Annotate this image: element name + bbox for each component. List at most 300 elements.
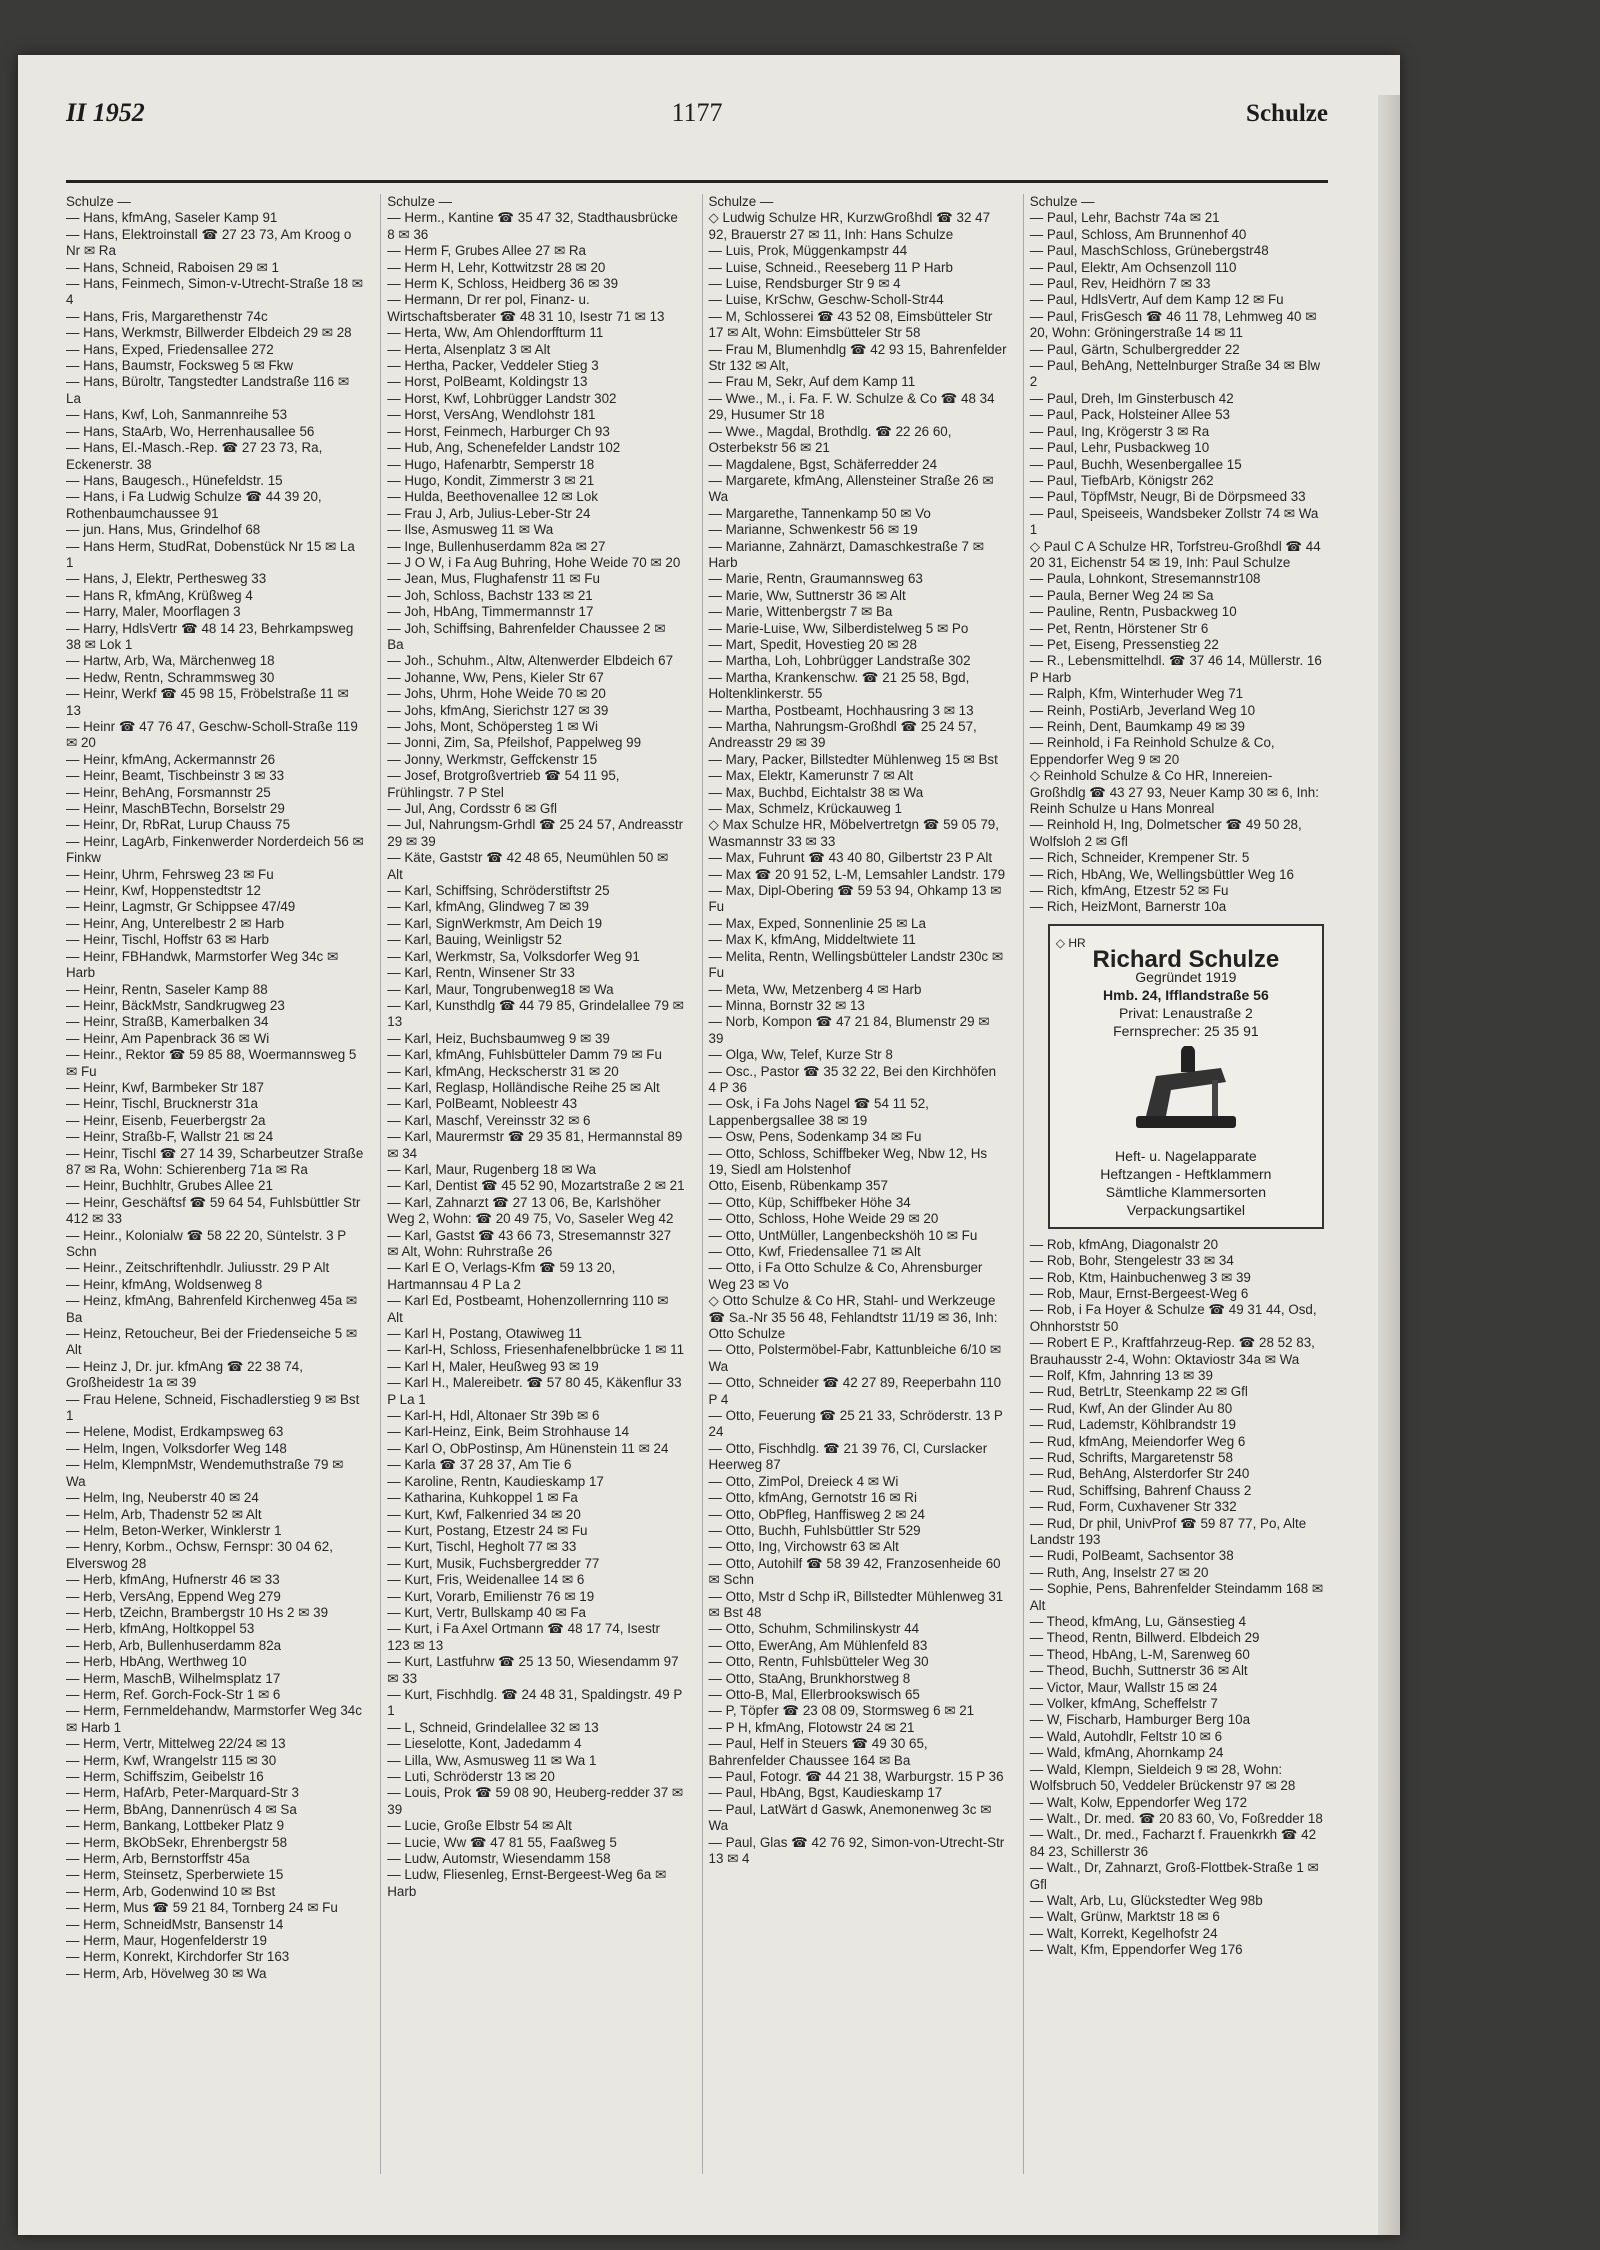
directory-entry: — Victor, Maur, Wallstr 15 ✉ 24 [1029, 1679, 1218, 1695]
directory-entry: — J O W, i Fa Aug Buhring, Hohe Weide 70 ✉ 20 [387, 554, 681, 570]
directory-entry: — Paul, Pack, Holsteiner Allee 53 [1029, 407, 1230, 423]
directory-entry: — Joh., Schuhm., Altw, Altenwerder Elbdeich 67 [387, 653, 674, 669]
directory-entry: — Karl, Maur, Tongrubenweg18 ✉ Wa [387, 981, 614, 997]
directory-entry: — Paul, Elektr, Am Ochsenzoll 110 [1029, 259, 1237, 275]
directory-entry: — Karl, Dentist ☎ 45 52 90, Mozartstraße 2 ✉ 21 [387, 1178, 685, 1194]
directory-entry: — Herm, Ref. Gorch-Fock-Str 1 ✉ 6 [66, 1686, 281, 1702]
directory-entry: — Reinhold H, Ing, Dolmetscher ☎ 49 50 28, Wolfsloh 2 ✉ Gfl [1029, 817, 1302, 849]
directory-entry: — Theod, Rentn, Billwerd. Elbdeich 29 [1029, 1630, 1260, 1646]
directory-entry: — Herta, Alsenplatz 3 ✉ Alt [387, 341, 551, 357]
directory-entry: — Hedw, Rentn, Schrammsweg 30 [66, 669, 275, 685]
directory-entry: — Karl, kfmAng, Heckscherstr 31 ✉ 20 [387, 1063, 619, 1079]
directory-entry: — Paul, HdlsVertr, Auf dem Kamp 12 ✉ Fu [1029, 292, 1284, 308]
advertisement-richard-schulze [1048, 924, 1324, 1229]
directory-entry: — Hans, i Fa Ludwig Schulze ☎ 44 39 20, Rothenbaumchaussee 91 [66, 489, 322, 521]
directory-entry: — Otto, kfmAng, Gernotstr 16 ✉ Ri [708, 1490, 917, 1506]
directory-entry: — Theod, HbAng, L-M, Sarenweg 60 [1029, 1646, 1250, 1662]
directory-entry: — Rob, Maur, Ernst-Bergeest-Weg 6 [1029, 1285, 1249, 1301]
directory-entry: — Paul, Gärtn, Schulbergredder 22 [1029, 341, 1240, 357]
directory-entry: — Paul, TiefbArb, Königstr 262 [1029, 472, 1214, 488]
directory-entry: — Heinr, Tischl, Brucknerstr 31a [66, 1096, 258, 1112]
directory-entry: — Herta, Ww, Am Ohlendorffturm 11 [387, 325, 604, 341]
directory-entry: — Walt, Kfm, Eppendorfer Weg 176 [1029, 1942, 1243, 1958]
directory-entry: — Lucie, Ww ☎ 47 81 55, Faaßweg 5 [387, 1834, 617, 1850]
directory-entry: — Helm, Beton-Werker, Winklerstr 1 [66, 1522, 282, 1538]
directory-entry: — R., Lebensmittelhdl. ☎ 37 46 14, Müllerstr. 16 P Harb [1029, 653, 1322, 685]
directory-entry: — Kurt, Fischhdlg. ☎ 24 48 31, Spaldingstr. 49 P 1 [387, 1686, 683, 1719]
directory-entry: — Lilla, Ww, Asmusweg 11 ✉ Wa 1 [387, 1752, 597, 1768]
directory-entry: — Rob, kfmAng, Diagonalstr 20 [1029, 1236, 1219, 1252]
directory-entry: — Heinr., Zeitschriftenhdlr. Juliusstr. 29 P Alt [66, 1260, 330, 1276]
directory-entry: — Herm, Arb, Godenwind 10 ✉ Bst [66, 1883, 276, 1899]
directory-entry: — Hub, Ang, Schenefelder Landstr 102 [387, 440, 621, 456]
directory-entry: — Heinr, Tischl, Hoffstr 63 ✉ Harb [66, 932, 269, 948]
directory-entry: — Theod, Buchh, Suttnerstr 36 ✉ Alt [1029, 1663, 1248, 1679]
directory-entry: — Rud, kfmAng, Meiendorfer Weg 6 [1029, 1433, 1246, 1449]
directory-entry: — Hans, Elektroinstall ☎ 27 23 73, Am Kroog o Nr ✉ Ra [66, 226, 352, 259]
directory-entry: — Otto-B, Mal, Ellerbrookswisch 65 [708, 1686, 920, 1702]
directory-entry: — Hans, J, Elektr, Perthesweg 33 [66, 571, 267, 587]
directory-entry: — Rob, Ktm, Hainbuchenweg 3 ✉ 39 [1029, 1269, 1251, 1285]
directory-entry: — Herm, BbAng, Dannenrüsch 4 ✉ Sa [66, 1801, 297, 1817]
directory-entry: — Karl, Heiz, Buchsbaumweg 9 ✉ 39 [387, 1030, 610, 1046]
directory-entry: — Frau M, Sekr, Auf dem Kamp 11 [708, 374, 916, 390]
directory-entry: ◇ Reinhold Schulze & Co HR, Innereien-Großhdlg ☎ 43 27 93, Neuer Kamp 30 ✉ 6, Inh: Reinh Schulze u Hans Monreal [1029, 768, 1319, 817]
directory-entry: — Heinr, Kwf, Hoppenstedtstr 12 [66, 883, 262, 899]
directory-entry: — Hans, Feinmech, Simon-v-Utrecht-Straße 18 ✉ 4 [66, 276, 363, 308]
directory-entry: — Heinr, kfmAng, Ackermannstr 26 [66, 751, 276, 767]
directory-entry: — Rud, Dr phil, UnivProf ☎ 59 87 77, Po, Alte Landstr 193 [1029, 1515, 1307, 1547]
directory-entry: — Helm, Arb, Thadenstr 52 ✉ Alt [66, 1506, 262, 1522]
directory-entry: — Herm, Arb, Bernstorffstr 45a [66, 1851, 250, 1867]
directory-entry: — Herb, kfmAng, Holtkoppel 53 [66, 1621, 255, 1637]
directory-entry: — Harry, Maler, Moorflagen 3 [66, 604, 241, 620]
directory-entry: — Rud, Schrifts, Margaretenstr 58 [1029, 1449, 1233, 1465]
directory-entry: — Herm, MaschB, Wilhelmsplatz 17 [66, 1670, 281, 1686]
directory-entry: — Otto, StaAng, Brunkhorstweg 8 [708, 1670, 911, 1686]
column-3 [702, 194, 1007, 2174]
directory-entry: — Rich, kfmAng, Etzestr 52 ✉ Fu [1029, 883, 1229, 899]
ad-address: Hmb. 24, Ifflandstraße 56 [1103, 987, 1269, 1004]
directory-entry: — Sophie, Pens, Bahrenfelder Steindamm 168 ✉ Alt [1029, 1581, 1324, 1613]
directory-entry: — Heinr, Am Papenbrack 36 ✉ Wi [66, 1030, 270, 1046]
directory-entry: — Herm, SchneidMstr, Bansenstr 14 [66, 1916, 284, 1932]
directory-entry: — Hans, Fris, Margarethenstr 74c [66, 308, 268, 324]
directory-entry: — Heinr, Ang, Unterelbestr 2 ✉ Harb [66, 915, 285, 931]
directory-entry: — Walt, Kolw, Eppendorfer Weg 172 [1029, 1794, 1248, 1810]
directory-entry: — Herm, Arb, Hövelweg 30 ✉ Wa [66, 1965, 267, 1981]
directory-entry: — Herm, Mus ☎ 59 21 84, Tornberg 24 ✉ Fu [66, 1900, 338, 1916]
directory-entry: — Herm, BkObSekr, Ehrenbergstr 58 [66, 1834, 288, 1850]
directory-entry: — Hans, Baumstr, Focksweg 5 ✉ Fkw [66, 358, 294, 374]
directory-entry: — Karl, Rentn, Winsener Str 33 [387, 965, 575, 981]
directory-entry: — Walt, Arb, Lu, Glückstedter Weg 98b [1029, 1892, 1263, 1908]
ad-product-1: Heft- u. Nagelapparate [1115, 1147, 1257, 1164]
directory-entry: — Heinr, Werkf ☎ 45 98 15, Fröbelstraße 11 ✉ 13 [66, 686, 349, 718]
directory-entry: — Rich, HbAng, We, Wellingsbüttler Weg 16 [1029, 866, 1294, 882]
directory-entry: — Karl H., Malereibetr. ☎ 57 80 45, Käkenflur 33 P La 1 [387, 1375, 682, 1407]
directory-entry: — Herb, VersAng, Eppend Weg 279 [66, 1588, 281, 1604]
directory-entry: — Joh, Schiffsing, Bahrenfelder Chaussee 2 ✉ Ba [387, 620, 666, 652]
directory-entry: — Hans, Schneid, Raboisen 29 ✉ 1 [66, 259, 279, 275]
directory-entry: — P, Töpfer ☎ 23 08 09, Stormsweg 6 ✉ 21 [708, 1703, 975, 1719]
page-header [66, 90, 1328, 140]
directory-entry: — Karl-H, Hdl, Altonaer Str 39b ✉ 6 [387, 1408, 600, 1424]
directory-entry: — Rich, HeizMont, Barnerstr 10a [1029, 899, 1227, 915]
directory-entry: Schulze — [387, 194, 452, 209]
directory-entry: — Karl O, ObPostinsp, Am Hünenstein 11 ✉ 24 [387, 1440, 669, 1456]
directory-entry: — Herm, Bankang, Lottbeker Platz 9 [66, 1818, 285, 1834]
directory-entry: — Heinr ☎ 47 76 47, Geschw-Scholl-Straße 119 ✉ 20 [66, 719, 358, 751]
directory-entry: — Paul, FrisGesch ☎ 46 11 78, Lehmweg 40 ✉ 20, Wohn: Gröningerstraße 14 ✉ 11 [1029, 308, 1317, 341]
directory-entry: — Luise, Schneid., Reeseberg 11 P Harb [708, 259, 953, 275]
directory-entry: — Herm, Fernmeldehandw, Marmstorfer Weg 34c ✉ Harb 1 [66, 1703, 362, 1735]
directory-entry: — Olga, Ww, Telef, Kurze Str 8 [708, 1047, 893, 1063]
directory-entry: — Otto, Autohilf ☎ 58 39 42, Franzosenheide 60 ✉ Schn [708, 1555, 1001, 1588]
directory-entry: — Kurt, Tischl, Hegholt 77 ✉ 33 [387, 1539, 577, 1555]
directory-entry: — Max, Dipl-Obering ☎ 59 53 94, Ohkamp 13 ✉ Fu [708, 883, 1002, 915]
directory-entry: — Hans Herm, StudRat, Dobenstück Nr 15 ✉ La 1 [66, 538, 355, 570]
directory-entry: — Horst, Feinmech, Harburger Ch 93 [387, 423, 610, 439]
directory-entry: — Max ☎ 20 91 52, L-M, Lemsahler Landstr. 179 [708, 866, 1006, 882]
directory-entry: — Karl, Maurermstr ☎ 29 35 81, Hermannstal 89 ✉ 34 [387, 1129, 683, 1161]
directory-entry: ◇ Otto Schulze & Co HR, Stahl- und Werkzeuge ☎ Sa.-Nr 35 56 48, Fehlandtstr 11/19 ✉ 36, Inh: Otto Schulze [708, 1293, 998, 1342]
directory-entry: — Reinh, PostiArb, Jeverland Weg 10 [1029, 702, 1256, 718]
directory-entry: — Reinh, Dent, Baumkamp 49 ✉ 39 [1029, 719, 1245, 734]
ad-private: Privat: Lenaustraße 2 [1118, 1005, 1253, 1022]
directory-entry: — Herm, Konrekt, Kirchdorfer Str 163 [66, 1949, 290, 1965]
directory-entry: — Karl, Werkmstr, Sa, Volksdorfer Weg 91 [387, 948, 640, 964]
directory-entry: — Marianne, Schwenkestr 56 ✉ 19 [708, 522, 918, 538]
directory-entry: — Karl H, Postang, Otawiweg 11 [387, 1326, 582, 1342]
directory-entry: — Hertha, Packer, Veddeler Stieg 3 [387, 358, 599, 374]
ad-marker: ◇ HR [1055, 935, 1086, 950]
directory-entry: — Margarete, kfmAng, Allensteiner Straße 26 ✉ Wa [708, 472, 994, 505]
page-number: 1177 [671, 98, 723, 127]
directory-entry: — Rudi, PolBeamt, Sachsentor 38 [1029, 1548, 1234, 1564]
directory-entry: ◇ Paul C A Schulze HR, Torfstreu-Großhdl ☎ 44 20 31, Eichenstr 54 ✉ 19, Inh: Paul Schulze [1029, 538, 1321, 570]
directory-entry: — Otto, Schneider ☎ 42 27 89, Reeperbahn 110 P 4 [708, 1375, 1002, 1407]
directory-entry: — P H, kfmAng, Flotowstr 24 ✉ 21 [708, 1719, 915, 1735]
directory-entry: — Frau J, Arb, Julius-Leber-Str 24 [387, 505, 591, 521]
directory-entry: — Karl, Gastst ☎ 43 66 73, Stresemannstr 327 ✉ Alt, Wohn: Ruhrstraße 26 [387, 1227, 672, 1259]
directory-entry: — Herb, kfmAng, Hufnerstr 46 ✉ 33 [66, 1572, 280, 1588]
directory-entry: — Heinr, Straßb-F, Wallstr 21 ✉ 24 [66, 1129, 274, 1145]
directory-entry: — Paul, MaschSchloss, Grünebergstr48 [1029, 243, 1269, 259]
directory-entry: ◇ Max Schulze HR, Möbelvertretgn ☎ 59 05 79, Wasmannstr 33 ✉ 33 [708, 817, 999, 849]
directory-entry: — Karl, SignWerkmstr, Am Deich 19 [387, 915, 603, 931]
directory-entry: — Joh, Schloss, Bachstr 133 ✉ 21 [387, 587, 593, 603]
directory-entry: — Walt, Grünw, Marktstr 18 ✉ 6 [1029, 1909, 1220, 1925]
directory-entry: — Heinr, FBHandwk, Marmstorfer Weg 34c ✉ Harb [66, 948, 339, 981]
ad-brand: Richard Schulze [1092, 945, 1280, 973]
directory-entry: — Joh, HbAng, Timmermannstr 17 [387, 604, 594, 620]
directory-entry: — Karl, Schiffsing, Schröderstiftstr 25 [387, 883, 610, 899]
directory-entry: — Walt, Korrekt, Kegelhofstr 24 [1029, 1925, 1218, 1941]
directory-entry: — Otto, Fischhdlg. ☎ 21 39 76, Cl, Curslacker Heerweg 87 [708, 1440, 988, 1473]
directory-entry: — Johs, Mont, Schöpersteg 1 ✉ Wi [387, 719, 598, 734]
directory-entry: — Helm, Ing, Neuberstr 40 ✉ 24 [66, 1490, 259, 1506]
page-edge [1378, 95, 1400, 2235]
directory-entry: — Otto, EwerAng, Am Mühlenfeld 83 [708, 1637, 928, 1653]
directory-entry: — Walt., Dr. med. ☎ 20 83 60, Vo, Foßredder 18 [1029, 1810, 1323, 1826]
directory-entry: — Heinr, MaschBTechn, Borselstr 29 [66, 801, 285, 817]
directory-entry: — Helm, KlempnMstr, Wendemuthstraße 79 ✉ Wa [66, 1457, 344, 1489]
directory-entry: — Volker, kfmAng, Scheffelstr 7 [1029, 1696, 1218, 1712]
directory-entry: — Hartw, Arb, Wa, Märchenweg 18 [66, 653, 275, 669]
directory-entry: — Mart, Spedit, Hovestieg 20 ✉ 28 [708, 636, 917, 652]
directory-entry: — Rud, Kwf, An der Glinder Au 80 [1029, 1400, 1233, 1416]
running-head: Schulze [1246, 100, 1328, 127]
directory-entry: — W, Fischarb, Hamburger Berg 10a [1029, 1712, 1251, 1728]
directory-entry: — Otto, Buchh, Fuhlsbüttler Str 529 [708, 1522, 921, 1538]
directory-entry: — Otto, ObPfleg, Hanffisweg 2 ✉ 24 [708, 1506, 925, 1522]
directory-entry: — Max K, kfmAng, Middeltwiete 11 [708, 932, 916, 948]
directory-entry: — Heinr, Rentn, Saseler Kamp 88 [66, 981, 268, 997]
directory-entry: — Marianne, Zahnärzt, Damaschkestraße 7 ✉ Harb [708, 538, 984, 570]
directory-entry: — Karl, PolBeamt, Nobleestr 43 [387, 1096, 578, 1112]
directory-entry: — Helm, Ingen, Volksdorfer Weg 148 [66, 1440, 287, 1456]
directory-entry: — Karl-Heinz, Eink, Beim Strohhause 14 [387, 1424, 630, 1440]
directory-entry: — Jul, Nahrungsm-Grhdl ☎ 25 24 57, Andreasstr 29 ✉ 39 [387, 817, 684, 849]
directory-entry: — Wald, Klempn, Sieldeich 9 ✉ 28, Wohn: Wolfsbruch 50, Veddeler Brückenstr 97 ✉ 28 [1029, 1761, 1296, 1794]
directory-entry: — Rolf, Kfm, Jahnring 13 ✉ 39 [1029, 1367, 1213, 1383]
directory-entry: — Horst, PolBeamt, Koldingstr 13 [387, 374, 588, 390]
directory-entry: — Heinr, Lagmstr, Gr Schippsee 47/49 [66, 899, 296, 915]
directory-entry: — Paul, Lehr, Bachstr 74a ✉ 21 [1029, 210, 1220, 226]
directory-entry: — Paul, Speiseeis, Wandsbeker Zollstr 74 ✉ Wa 1 [1029, 505, 1319, 538]
directory-entry: — Hans, Kwf, Loh, Sanmannreihe 53 [66, 407, 288, 423]
directory-entry: — Herb, tZeichn, Brambergstr 10 Hs 2 ✉ 39 [66, 1604, 329, 1620]
directory-entry: — Paul, Buchh, Wesenbergallee 15 [1029, 456, 1242, 472]
directory-entry: — Käte, Gaststr ☎ 42 48 65, Neumühlen 50 ✉ Alt [387, 850, 669, 882]
directory-entry: — Karl, Reglasp, Holländische Reihe 25 ✉ Alt [387, 1079, 660, 1095]
directory-entry: — Heinr, StraßB, Kamerbalken 34 [66, 1014, 269, 1030]
directory-entry: — Inge, Bullenhuserdamm 82a ✉ 27 [387, 538, 606, 554]
directory-entry: — Marie, Rentn, Graumannsweg 63 [708, 571, 923, 587]
directory-entry: — Paula, Lohnkont, Stresemannstr108 [1029, 571, 1261, 587]
directory-entry: — Heinz, kfmAng, Bahrenfeld Kirchenweg 45a ✉ Ba [66, 1293, 358, 1325]
column-4-top [1030, 194, 1328, 916]
column-4-bottom [1030, 1237, 1328, 1959]
directory-entry: — Heinr, Tischl ☎ 27 14 39, Scharbeutzer Straße 87 ✉ Ra, Wohn: Schierenberg 71a ✉ Ra [66, 1145, 364, 1177]
directory-entry: — Walt., Dr. med., Facharzt f. Frauenkrkh ☎ 42 84 23, Schillerstr 36 [1029, 1827, 1317, 1859]
directory-entry: — Ludw, Automstr, Wiesendamm 158 [387, 1851, 611, 1867]
directory-entry: — Jul, Ang, Cordsstr 6 ✉ Gfl [387, 801, 557, 817]
directory-entry: — Luti, Schröderstr 13 ✉ 20 [387, 1769, 555, 1784]
directory-entry: — Heinr, Uhrm, Fehrsweg 23 ✉ Fu [66, 866, 274, 882]
directory-entry: — Hans, StaArb, Wo, Herrenhausallee 56 [66, 423, 315, 439]
directory-entry: — Harry, HdlsVertr ☎ 48 14 23, Behrkampsweg 38 ✉ Lok 1 [66, 620, 354, 652]
directory-entry: — Marie, Wittenbergstr 7 ✉ Ba [708, 604, 893, 620]
directory-entry: — Paul, Fotogr. ☎ 44 21 38, Warburgstr. 15 P 36 [708, 1769, 1004, 1784]
directory-entry: — Heinr, Eisenb, Feuerbergstr 2a [66, 1112, 266, 1128]
ad-product-2: Heftzangen - Heftklammern [1100, 1165, 1272, 1182]
directory-entry: — Frau M, Blumenhdlg ☎ 42 93 15, Bahrenfelder Str 132 ✉ Alt, [708, 341, 1007, 374]
directory-entry: — Karl, kfmAng, Glindweg 7 ✉ 39 [387, 899, 589, 915]
directory-entry: — Heinr., Kolonialw ☎ 58 22 20, Süntelstr. 3 P Schn [66, 1227, 346, 1259]
directory-entry: — Meta, Ww, Metzenberg 4 ✉ Harb [708, 981, 922, 997]
directory-entry: ◇ Ludwig Schulze HR, KurzwGroßhdl ☎ 32 47 92, Brauerstr 27 ✉ 11, Inh: Hans Schulze [708, 210, 991, 242]
directory-entry: — Heinr, kfmAng, Woldsenweg 8 [66, 1276, 263, 1292]
directory-entry: — Jean, Mus, Flughafenstr 11 ✉ Fu [387, 571, 600, 587]
directory-entry: — Otto, UntMüller, Langenbeckshöh 10 ✉ Fu [708, 1227, 978, 1243]
directory-entry: — L, Schneid, Grindelallee 32 ✉ 13 [387, 1719, 599, 1735]
ad-product-4: Verpackungsartikel [1126, 1201, 1246, 1218]
directory-entry: — Heinr, Buchhltr, Grubes Allee 21 [66, 1178, 273, 1194]
directory-entry: — Herm., Kantine ☎ 35 47 32, Stadthausbrücke 8 ✉ 36 [387, 210, 678, 242]
ad-founded: Gegründet 1919 [1135, 969, 1237, 986]
directory-entry: — Walt., Dr, Zahnarzt, Groß-Flottbek-Straße 1 ✉ Gfl [1029, 1860, 1319, 1892]
directory-entry: — Horst, VersAng, Wendlohstr 181 [387, 407, 596, 423]
directory-entry: — Hans, Werkmstr, Billwerder Elbdeich 29 ✉ 28 [66, 325, 352, 341]
directory-entry: — Otto, Feuerung ☎ 25 21 33, Schröderstr. 13 P 24 [708, 1408, 1003, 1440]
directory-entry: — Max, Schmelz, Krückauweg 1 [708, 801, 902, 817]
directory-entry: — jun. Hans, Mus, Grindelhof 68 [66, 522, 261, 538]
directory-entry: — Karl-H, Schloss, Friesenhafenelbbrücke 1 ✉ 11 [387, 1342, 685, 1358]
directory-entry: Schulze — [1029, 194, 1095, 209]
directory-entry: — Paul, LatWärt d Gaswk, Anemonenweg 3c ✉ Wa [708, 1801, 992, 1834]
directory-entry: — Paul, TöpfMstr, Neugr, Bi de Dörpsmeed 33 [1029, 489, 1306, 505]
directory-entry: — Rob, Bohr, Stengelestr 33 ✉ 34 [1029, 1253, 1234, 1269]
directory-columns [66, 194, 1328, 2174]
directory-entry: — Frau Helene, Schneid, Fischadlerstieg 9 ✉ Bst 1 [66, 1391, 360, 1424]
directory-entry: — Louis, Prok ☎ 59 08 90, Heuberg-redder 37 ✉ 39 [387, 1785, 684, 1817]
directory-entry: — Lieselotte, Kont, Jadedamm 4 [387, 1736, 582, 1752]
header-rule [66, 180, 1328, 183]
directory-entry: — Karl, Maschf, Vereinsstr 32 ✉ 6 [387, 1112, 591, 1128]
directory-entry: — Herb, Arb, Bullenhuserdamm 82a [66, 1637, 282, 1653]
directory-entry: — Karl, Bauing, Weinligstr 52 [387, 932, 562, 948]
directory-entry: — Rud, BetrLtr, Steenkamp 22 ✉ Gfl [1029, 1384, 1248, 1400]
directory-entry: — Ludw, Fliesenleg, Ernst-Bergeest-Weg 6a ✉ Harb [387, 1867, 667, 1899]
directory-entry: — Paula, Berner Weg 24 ✉ Sa [1029, 587, 1214, 603]
directory-entry: — Paul, Lehr, Pusbackweg 10 [1029, 440, 1210, 456]
directory-entry: — Minna, Bornstr 32 ✉ 13 [708, 997, 865, 1013]
directory-entry: — Osw, Pens, Sodenkamp 34 ✉ Fu [708, 1129, 922, 1145]
directory-entry: — Jonni, Zim, Sa, Pfeilshof, Pappelweg 99 [387, 735, 642, 751]
directory-entry: — Paul, HbAng, Bgst, Kaudieskamp 17 [708, 1785, 943, 1801]
directory-entry: — Osc., Pastor ☎ 35 32 22, Bei den Kirchhöfen 4 P 36 [708, 1063, 997, 1095]
directory-entry: — Kurt, Lastfuhrw ☎ 25 13 50, Wiesendamm 97 ✉ 33 [387, 1654, 679, 1686]
directory-entry: — Kurt, Fris, Weidenallee 14 ✉ 6 [387, 1572, 585, 1588]
directory-entry: — Lucie, Große Elbstr 54 ✉ Alt [387, 1818, 572, 1834]
column-2 [380, 194, 685, 2174]
directory-entry: — Hans, Baugesch., Hünefeldstr. 15 [66, 472, 283, 488]
directory-entry: — Helene, Modist, Erdkampsweg 63 [66, 1424, 284, 1440]
directory-entry: — Hermann, Dr rer pol, Finanz- u. Wirtschaftsberater ☎ 48 31 10, Isestr 71 ✉ 13 [387, 292, 665, 324]
directory-entry: — Herm, Maur, Hogenfelderstr 19 [66, 1933, 267, 1949]
directory-entry: — Otto, Kwf, Friedensallee 71 ✉ Alt [708, 1244, 921, 1259]
directory-entry: — Otto, Mstr d Schp iR, Billstedter Mühlenweg 31 ✉ Bst 48 [708, 1588, 1004, 1620]
directory-entry: — Kurt, Vorarb, Emilienstr 76 ✉ 19 [387, 1588, 595, 1604]
directory-entry: — Marie, Ww, Suttnerstr 36 ✉ Alt [708, 587, 906, 603]
directory-entry: — Melita, Rentn, Wellingsbütteler Landstr 230c ✉ Fu [708, 948, 1004, 981]
directory-entry: — Herm K, Schloss, Heidberg 36 ✉ 39 [387, 276, 619, 292]
directory-entry: — Max, Elektr, Kamerunstr 7 ✉ Alt [708, 768, 914, 784]
directory-entry: — Magdalene, Bgst, Schäferredder 24 [708, 456, 938, 472]
directory-entry: — Otto, i Fa Otto Schulze & Co, Ahrensburger Weg 23 ✉ Vo [708, 1260, 983, 1292]
directory-entry: — M, Schlosserei ☎ 43 52 08, Eimsbütteler Str 17 ✉ Alt, Wohn: Eimsbütteler Str 58 [708, 308, 993, 341]
directory-entry: — Johs, Uhrm, Hohe Weide 70 ✉ 20 [387, 686, 606, 702]
directory-entry: — Paul, Rev, Heidhörn 7 ✉ 33 [1029, 276, 1211, 292]
directory-entry: — Jonny, Werkmstr, Geffckenstr 15 [387, 751, 598, 767]
directory-entry: — Herm F, Grubes Allee 27 ✉ Ra [387, 243, 587, 259]
directory-entry: — Wald, kfmAng, Ahornkamp 24 [1029, 1745, 1224, 1761]
directory-entry: — Hans R, kfmAng, Krüßweg 4 [66, 587, 253, 603]
ad-phone: Fernsprecher: 25 35 91 [1113, 1023, 1259, 1040]
directory-entry: — Herb, HbAng, Werthweg 10 [66, 1654, 247, 1670]
directory-entry: Otto, Eisenb, Rübenkamp 357 [708, 1178, 888, 1194]
directory-entry: — Martha, Postbeamt, Hochhausring 3 ✉ 13 [708, 702, 974, 718]
directory-entry: — Marie-Luise, Ww, Silberdistelweg 5 ✉ Po [708, 620, 969, 636]
directory-entry: — Wwe., M., i. Fa. F. W. Schulze & Co ☎ 48 34 29, Husumer Str 18 [708, 390, 995, 423]
directory-entry: — Rob, i Fa Hoyer & Schulze ☎ 49 31 44, Osd, Ohnhorststr 50 [1029, 1302, 1317, 1334]
directory-entry: — Paul, Ing, Krögerstr 3 ✉ Ra [1029, 423, 1210, 439]
directory-entry: Schulze — [708, 194, 774, 209]
directory-entry: — Kurt, i Fa Axel Ortmann ☎ 48 17 74, Isestr 123 ✉ 13 [387, 1621, 660, 1653]
directory-entry: — Norb, Kompon ☎ 47 21 84, Blumenstr 29 ✉ 39 [708, 1014, 990, 1046]
directory-entry: — Kurt, Postang, Etzestr 24 ✉ Fu [387, 1522, 588, 1538]
directory-entry: — Katharina, Kuhkoppel 1 ✉ Fa [387, 1490, 578, 1506]
directory-entry: — Hugo, Hafenarbtr, Semperstr 18 [387, 456, 595, 472]
directory-entry: — Max, Buchbd, Eichtalstr 38 ✉ Wa [708, 784, 924, 800]
directory-entry: — Mary, Packer, Billstedter Mühlenweg 15 ✉ Bst [708, 751, 998, 767]
directory-entry: — Kurt, Musik, Fuchsbergredder 77 [387, 1555, 600, 1571]
directory-entry: — Pauline, Rentn, Pusbackweg 10 [1029, 604, 1237, 620]
directory-entry: — Karl H, Maler, Heußweg 93 ✉ 19 [387, 1358, 599, 1374]
directory-entry: — Max, Exped, Sonnenlinie 25 ✉ La [708, 915, 926, 931]
directory-entry: — Josef, Brotgroßvertrieb ☎ 54 11 95, Frühlingstr. 7 P Stel [387, 768, 620, 800]
directory-entry: — Paul, Helf in Steuers ☎ 49 30 65, Bahrenfelder Chaussee 164 ✉ Ba [708, 1736, 928, 1768]
directory-entry: — Luise, Rendsburger Str 9 ✉ 4 [708, 276, 901, 292]
directory-entry: — Hans, kfmAng, Saseler Kamp 91 [66, 210, 278, 226]
directory-entry: — Kurt, Kwf, Falkenried 34 ✉ 20 [387, 1506, 581, 1522]
directory-entry: — Heinz, Retoucheur, Bei der Friedenseiche 5 ✉ Alt [66, 1326, 358, 1358]
directory-entry: — Otto, Schloss, Hohe Weide 29 ✉ 20 [708, 1211, 939, 1227]
directory-entry: — Otto, Ing, Virchowstr 63 ✉ Alt [708, 1539, 899, 1555]
directory-entry: — Otto, Schloss, Schiffbeker Weg, Nbw 12, Hs 19, Siedl am Holstenhof [708, 1145, 988, 1177]
directory-entry: — Martha, Nahrungsm-Großhdl ☎ 25 24 57, Andreasstr 29 ✉ 39 [708, 719, 977, 751]
directory-entry: — Heinr., Rektor ☎ 59 85 88, Woermannsweg 5 ✉ Fu [66, 1047, 357, 1079]
directory-entry: — Rud, Lademstr, Köhlbrandstr 19 [1029, 1417, 1236, 1433]
directory-entry: Schulze — [66, 194, 131, 209]
directory-entry: — Wwe., Magdal, Brothdlg. ☎ 22 26 60, Osterbekstr 56 ✉ 21 [708, 423, 952, 456]
ad-product-3: Sämtliche Klammersorten [1105, 1183, 1267, 1200]
directory-entry: — Ralph, Kfm, Winterhuder Weg 71 [1029, 686, 1244, 702]
directory-entry: — Kurt, Vertr, Bullskamp 40 ✉ Fa [387, 1604, 587, 1620]
directory-entry: — Max, Fuhrunt ☎ 43 40 80, Gilbertstr 23 P Alt [708, 850, 993, 866]
directory-entry: — Otto, Küp, Schiffbeker Höhe 34 [708, 1194, 911, 1210]
directory-entry: — Hans, El.-Masch.-Rep. ☎ 27 23 73, Ra, Eckenerstr. 38 [66, 440, 323, 472]
directory-entry: — Heinr, Kwf, Barmbeker Str 187 [66, 1079, 264, 1095]
directory-entry: — Karl, Kunsthdlg ☎ 44 79 85, Grindelallee 79 ✉ 13 [387, 997, 684, 1030]
directory-entry: — Karl, kfmAng, Fuhlsbütteler Damm 79 ✉ Fu [387, 1047, 662, 1063]
directory-entry: — Karl, Maur, Rugenberg 18 ✉ Wa [387, 1161, 596, 1177]
directory-entry: — Paul, Dreh, Im Ginsterbusch 42 [1029, 390, 1234, 406]
directory-entry: — Osk, i Fa Johs Nagel ☎ 54 11 52, Lappenbergsallee 38 ✉ 19 [708, 1096, 929, 1128]
directory-entry: — Herm H, Lehr, Kottwitzstr 28 ✉ 20 [387, 259, 606, 275]
directory-entry: — Pet, Eiseng, Pressenstieg 22 [1029, 636, 1219, 652]
directory-entry: — Ilse, Asmusweg 11 ✉ Wa [387, 522, 554, 538]
directory-entry: — Rud, Schiffsing, Bahrenf Chauss 2 [1029, 1482, 1252, 1498]
directory-entry: — Herm, Schiffszim, Geibelstr 16 [66, 1769, 264, 1784]
directory-entry: — Rud, Form, Cuxhavener Str 332 [1029, 1499, 1237, 1515]
directory-entry: — Hans, Büroltr, Tangstedter Landstraße 116 ✉ La [66, 374, 350, 406]
directory-entry: — Theod, kfmAng, Lu, Gänsestieg 4 [1029, 1614, 1247, 1630]
column-1 [66, 194, 364, 2174]
directory-entry: — Wald, Autohdlr, Feltstr 10 ✉ 6 [1029, 1728, 1223, 1744]
